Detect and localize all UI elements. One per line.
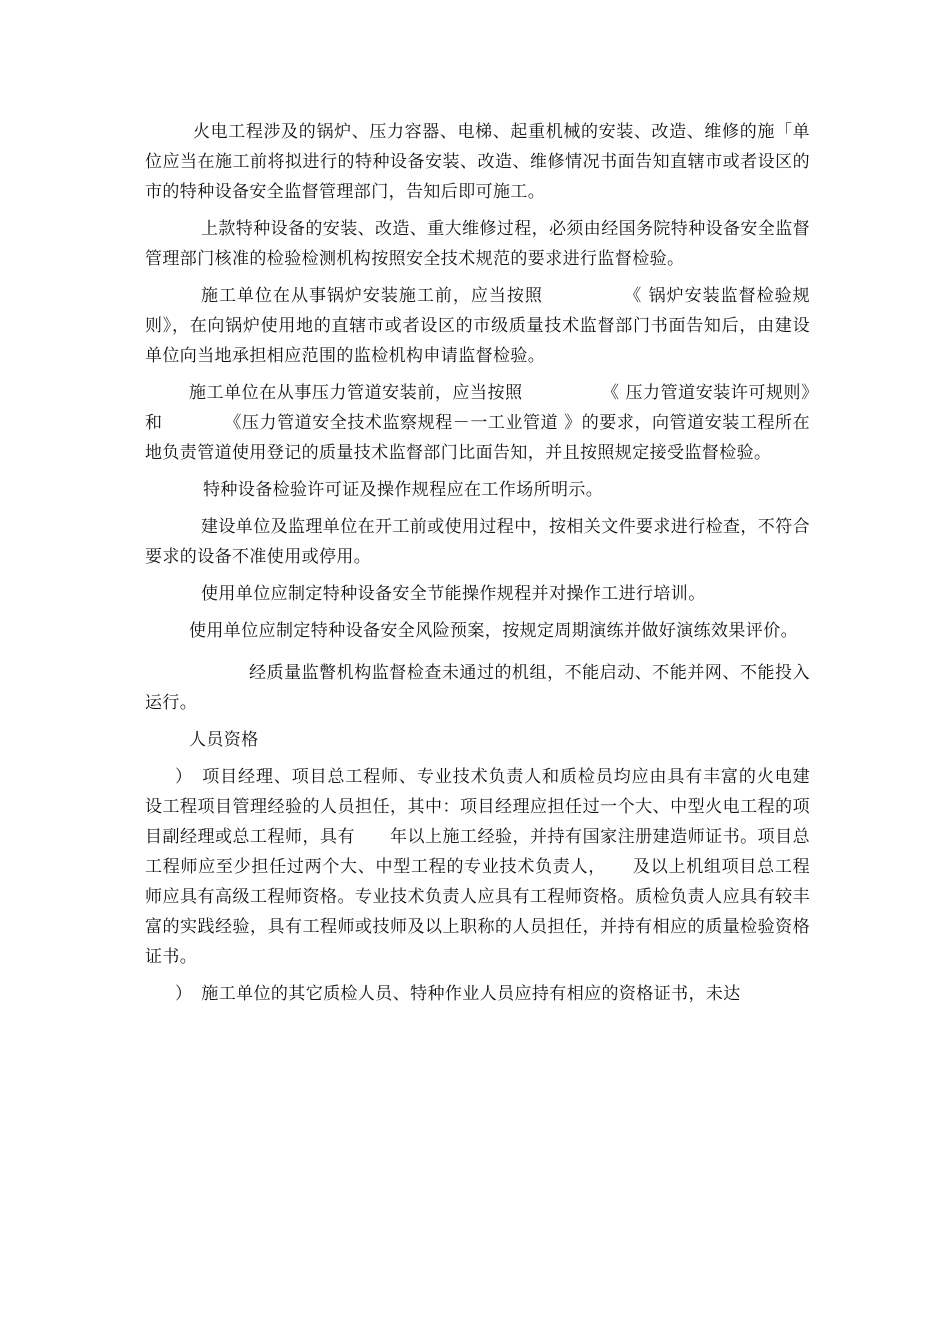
paragraph-operation-training: 使用单位应制定特种设备安全节能操作规程并对操作工进行培训。 [201,584,706,604]
paragraph-risk-plan: 使用单位应制定特种设备安全风险预案，按规定周期演练并做好演练效果评价。 [189,621,798,641]
paragraph-boiler-installation: 施工单位在从事锅炉安装施工前，应当按照 《 锅炉安装监督检验规则》，在向锅炉使用地的直辖市或者设区的市级质量技术监督部门书面告知后，由建设单位向当地承担相应范围的监检机构申请监督检验。 [145,286,810,366]
document-body [145,117,810,1009]
paragraph-installation-notice: 火电工程涉及的锅炉、压力容器、电梯、起重机械的安装、改造、维修的施「单位应当在施工前将拟进行的特种设备安装、改造、维修情况书面告知直辖市或者设区的市的特种设备安全监督管理部门，告知后即可施工。 [145,122,810,202]
section-heading-personnel: 人员资格 [189,730,259,750]
paragraph-supervision-inspection: 上款特种设备的安装、改造、重大维修过程，必须由经国务院特种设备安全监督管理部门核准的检验检测机构按照安全技术规范的要求进行监督检验。 [145,219,810,269]
paragraph-special-operators: ） 施工单位的其它质检人员、特种作业人员应持有相应的资格证书，未达 [175,984,741,1004]
paragraph-license-display: 特种设备检验许可证及操作规程应在工作场所明示。 [203,480,604,500]
paragraph-personnel-qualification: ） 项目经理、项目总工程师、专业技术负责人和质检员均应由具有丰富的火电建设工程项目管理经验的人员担任，其中：项目经理应担任过一个大、中型火电工程的项目副经理或总工程师，具有 年以上施工经验，并持有国家注册建造师证书。项目总工程师应至少担任过两个大、中型工程的专业技术负责人， 及以上机组项目总工程师应具有高级工程师资格。专业技术负责人应具有工程师资格。质检负责人应具有较丰富的实践经验，具有工程师或技师及以上职称的人员担任，并持有相应的质量检验资格证书。 [145,767,810,967]
paragraph-quality-check: 经质量监瞥机构监督检查未通过的机组，不能启动、不能并网、不能投入运行。 [145,663,810,713]
paragraph-pressure-pipeline: 施工单位在从事压力管道安装前，应当按照 《 压力管道安装许可规则》和 《压力管道安全技术监察规程－一工业管道 》的要求，向管道安装工程所在地负责管道使用登记的质量技术监督部门比面告知，并且按照规定接受监督检验。 [145,383,810,463]
paragraph-owner-check: 建设单位及监理单位在开工前或使用过程中，按相关文件要求进行检查，不符合要求的设备不准使用或停用。 [145,517,810,567]
